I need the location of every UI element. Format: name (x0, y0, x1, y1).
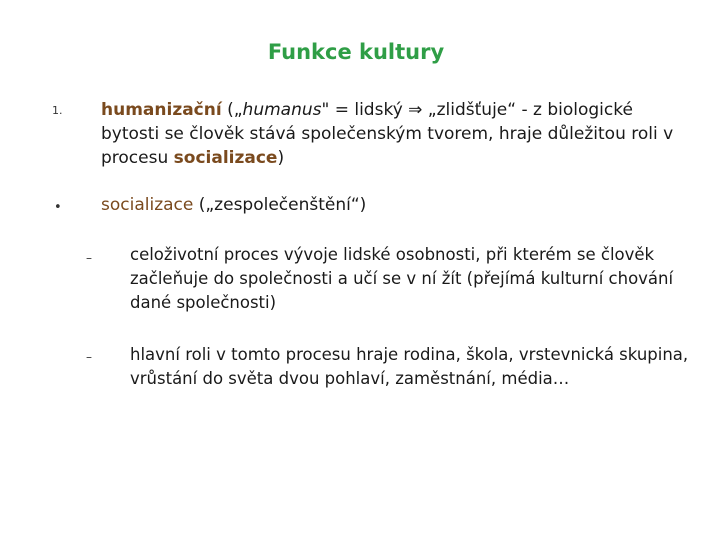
text-segment: „zlidšťuje“ - z biologické bytosti se člověk stává společenským tvorem, hraje důležitou roli v procesu (101, 100, 674, 168)
bullet-marker: • (54, 200, 62, 215)
term-humanizacni: humanizační (101, 100, 222, 120)
list-marker-1: 1. (52, 104, 63, 117)
dash-marker-1: – (86, 251, 92, 265)
term-socializace: socializace (101, 195, 194, 215)
sub-item-2: hlavní roli v tomto procesu hraje rodina, škola, vrstevnická skupina, vrůstání do světa dvou pohlaví, zaměstnání, média… (130, 345, 689, 388)
dash-marker-2: – (86, 350, 92, 364)
implies-arrow-icon: ⇒ (408, 100, 423, 120)
text-segment: ) (277, 148, 285, 168)
list-item-socializace (101, 193, 691, 217)
term-humanus: humanus (242, 100, 322, 120)
text-segment: („ (221, 100, 243, 120)
list-item-humanizacni (101, 98, 691, 170)
sub-item-1: celoživotní proces vývoje lidské osobnosti, při kterém se člověk začleňuje do společnosti a učí se v ní žít (přejímá kulturní chování dané společnosti) (130, 245, 674, 312)
text-segment: " = lidský (321, 100, 409, 120)
text-segment: („zespolečenštění“) (193, 195, 367, 215)
slide-title: Funkce kultury (267, 40, 445, 64)
link-socializace: socializace (173, 148, 278, 168)
